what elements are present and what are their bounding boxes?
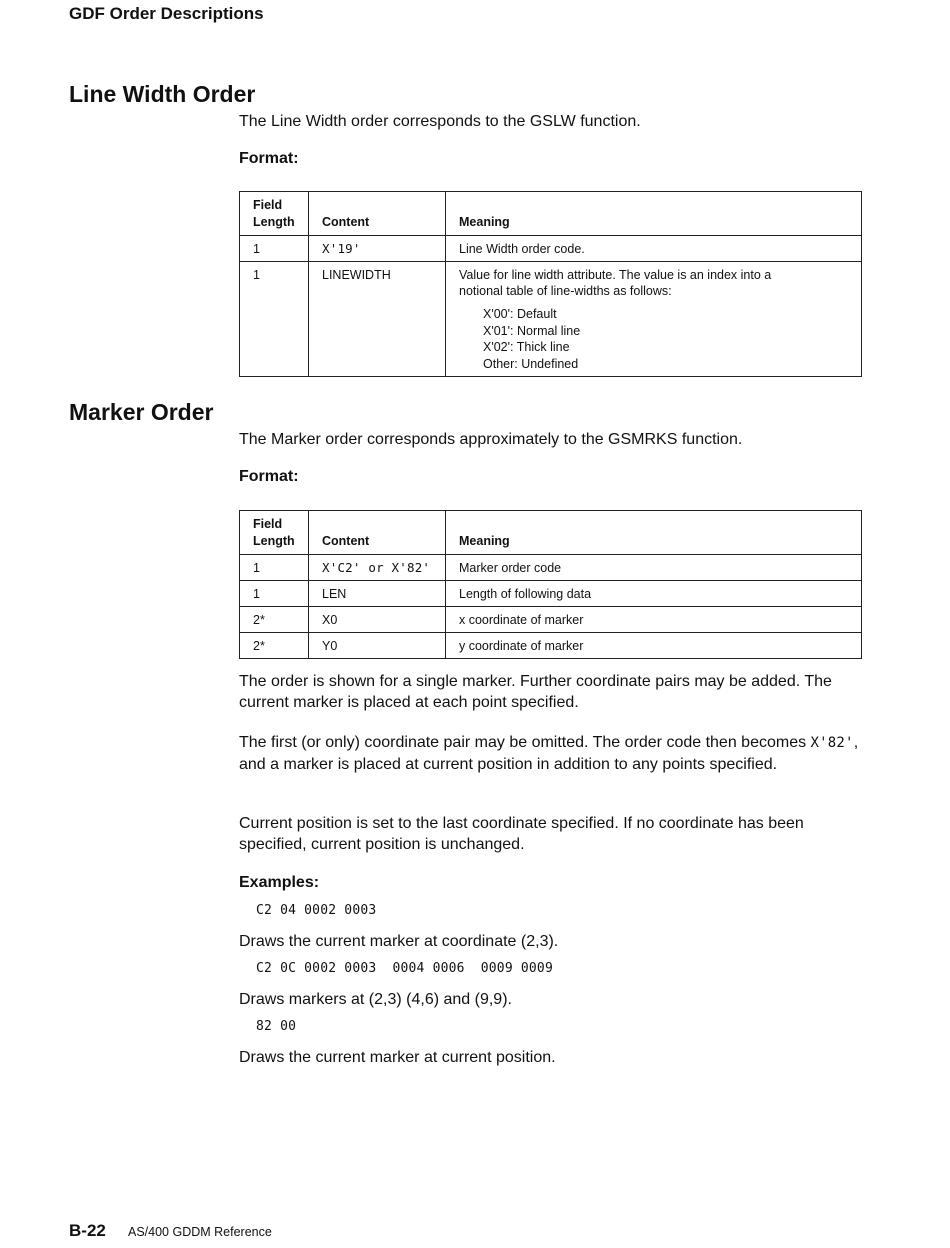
field-header-line2: Length (253, 215, 295, 229)
cell-length: 1 (240, 236, 309, 262)
cell-content: LEN (309, 581, 446, 607)
cell-meaning: Marker order code (446, 555, 862, 581)
table-header-row (240, 192, 862, 236)
meaning-header: Meaning (446, 192, 862, 236)
list-item: X'01': Normal line (483, 323, 581, 338)
cell-content: LINEWIDTH (309, 262, 446, 377)
cell-meaning: Length of following data (446, 581, 862, 607)
marker-heading: Marker Order (69, 399, 214, 425)
field-length-header (240, 192, 309, 236)
cell-length: 1 (240, 555, 309, 581)
cell-length: 2* (240, 633, 309, 659)
table-row (240, 555, 862, 581)
marker-para-1: The order is shown for a single marker. Further coordinate pairs may be added. The current marker is placed at each point specified. (239, 673, 832, 711)
example-code-2: C2 0C 0002 0003 0004 0006 0009 0009 (256, 961, 553, 976)
page-number: B-22 (69, 1221, 106, 1240)
marker-para-2 (239, 732, 859, 775)
example-code-3: 82 00 (256, 1019, 297, 1034)
table-row (240, 236, 862, 262)
cell-length: 1 (240, 581, 309, 607)
cell-length: 2* (240, 607, 309, 633)
running-head: GDF Order Descriptions (69, 4, 264, 23)
cell-content: Y0 (309, 633, 446, 659)
cell-meaning: y coordinate of marker (446, 633, 862, 659)
field-header-line1: Field (253, 198, 283, 212)
field-length-header (240, 511, 309, 555)
footer-title: AS/400 GDDM Reference (128, 1225, 272, 1239)
line-width-format-table (239, 191, 862, 377)
example-code-1: C2 04 0002 0003 (256, 903, 377, 918)
example-desc-2: Draws markers at (2,3) (4,6) and (9,9). (239, 991, 512, 1008)
cell-meaning: Line Width order code. (446, 236, 862, 262)
content-header: Content (309, 511, 446, 555)
field-header-line2: Length (253, 534, 295, 548)
line-width-heading: Line Width Order (69, 81, 256, 107)
para-2-text-b: , and a marker is placed at current position in addition to any points specified. (239, 734, 859, 773)
marker-format-label: Format: (239, 468, 299, 485)
list-item: X'00': Default (483, 307, 557, 321)
para-2-code: X'82' (810, 735, 854, 751)
cell-length: 1 (240, 262, 309, 377)
table-header-row (240, 511, 862, 555)
marker-para-3: Current position is set to the last coordinate specified. If no coordinate has been specified, current position is unchanged. (239, 815, 804, 853)
marker-format-table (239, 510, 862, 659)
example-desc-3: Draws the current marker at current position. (239, 1049, 556, 1066)
examples-label: Examples: (239, 874, 320, 891)
meaning-text: Value for line width attribute. The value is an index into a notional table of line-widths as follows: (459, 268, 772, 298)
line-width-values-list (483, 306, 848, 372)
cell-meaning: x coordinate of marker (446, 607, 862, 633)
field-header-line1: Field (253, 517, 283, 531)
list-item: Other: Undefined (483, 356, 579, 371)
cell-content: X'19' (309, 236, 446, 262)
table-row (240, 607, 862, 633)
table-row (240, 633, 862, 659)
cell-content: X'C2' or X'82' (309, 555, 446, 581)
cell-meaning (446, 262, 862, 377)
table-row (240, 581, 862, 607)
meaning-header: Meaning (446, 511, 862, 555)
content-header: Content (309, 192, 446, 236)
marker-intro: The Marker order corresponds approximately to the GSMRKS function. (239, 431, 743, 448)
table-row (240, 262, 862, 377)
line-width-format-label: Format: (239, 150, 299, 167)
cell-content: X0 (309, 607, 446, 633)
list-item: X'02': Thick line (483, 340, 570, 354)
example-desc-1: Draws the current marker at coordinate (2,3). (239, 933, 559, 950)
para-2-text-a: The first (or only) coordinate pair may be omitted. The order code then becomes (239, 734, 811, 751)
line-width-intro: The Line Width order corresponds to the GSLW function. (239, 113, 641, 130)
